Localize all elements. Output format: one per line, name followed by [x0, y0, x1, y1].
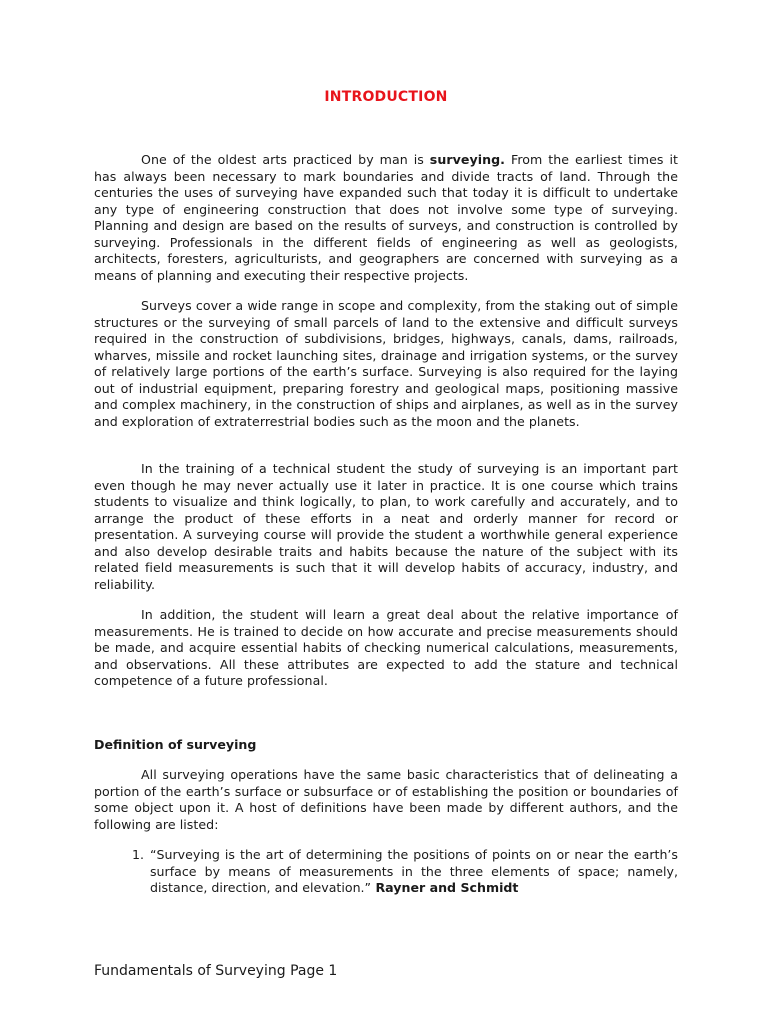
- paragraph-training: In the training of a technical student the study of surveying is an important part even though he may never actually use it later in practice. It is one course which trains students to visualize and think logically, to plan, to work carefully and accurately, and to arrange the product of these efforts in a neat and orderly manner for record or presentation. A surveying course will provide the student a worthwhile general experience and also develop desirable traits and habits because the nature of the subject with its related field measurements is such that it will develop habits of accuracy, industry, and reliability.: [94, 461, 678, 592]
- paragraph-intro: [94, 152, 678, 284]
- definition-quote: “Surveying is the art of determining the positions of points on or near the earth’s surface by means of measurements in the three elements of space; namely, distance, direction, and elevation.”: [150, 847, 678, 895]
- paragraph-definition: All surveying operations have the same basic characteristics that of delineating a portion of the earth’s surface or subsurface or of establishing the position or boundaries of some object upon it. A host of definitions have been made by different authors, and the following are listed:: [94, 767, 678, 832]
- list-item: [132, 847, 678, 897]
- list-item-body: [150, 847, 678, 897]
- paragraph-scope: Surveys cover a wide range in scope and complexity, from the staking out of simple structures or the surveying of small parcels of land to the extensive and difficult surveys required in the construction of subdivisions, bridges, highways, canals, dams, railroads, wharves, missile and rocket launching sites, drainage and irrigation systems, or the survey of relatively large portions of the earth’s surface. Surveying is also required for the laying out of industrial equipment, preparing forestry and geological maps, positioning massive and complex machinery, in the construction of ships and airplanes, as well as in the survey and exploration of extraterrestrial bodies such as the moon and the planets.: [94, 298, 678, 429]
- paragraph-measurements: In addition, the student will learn a great deal about the relative importance of measurements. He is trained to decide on how accurate and precise measurements should be made, and acquire essential habits of checking numerical calculations, measurements, and observations. All these attributes are expected to add the stature and technical competence of a future professional.: [94, 607, 678, 688]
- page-title: INTRODUCTION: [324, 89, 448, 105]
- section-heading: Definition of surveying: [94, 737, 257, 752]
- attribution: Rayner and Schmidt: [371, 880, 519, 895]
- paragraph-text: One of the oldest arts practiced by man is: [141, 152, 430, 167]
- bold-term: surveying.: [429, 152, 506, 167]
- paragraph-text: From the earliest times it has always been necessary to mark boundaries and divide tracts of land. Through the centuries the uses of surveying have expanded such that today it is difficult to undertake any type of engineering construction that does not involve some type of surveying. Planning and design are based on the results of surveys, and construction is controlled by surveying. Professionals in the different fields of engineering as well as geologists, architects, foresters, agriculturists, and geographers are concerned with surveying as a means of planning and executing their respective projects.: [94, 152, 678, 283]
- list-number: 1.: [132, 847, 145, 862]
- page-footer: Fundamentals of Surveying Page 1: [94, 963, 338, 979]
